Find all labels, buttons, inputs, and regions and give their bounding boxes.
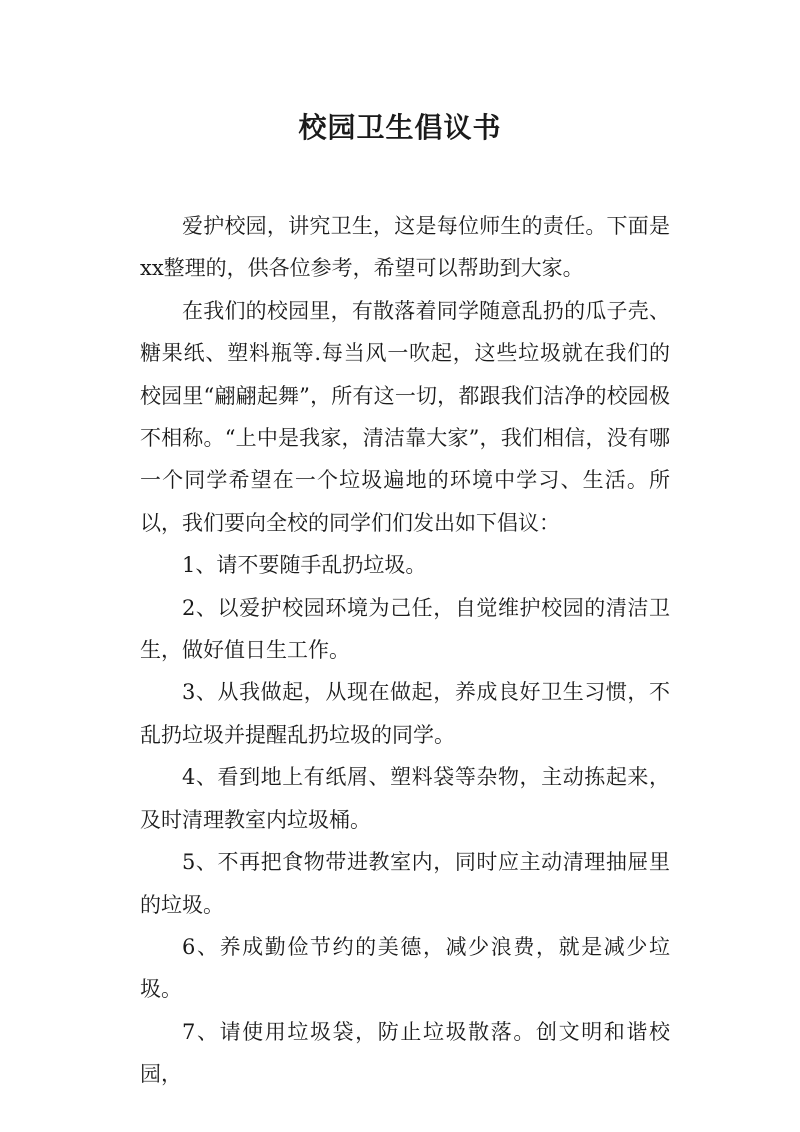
proposal-item-5: 5、不再把食物带进教室内，同时应主动清理抽屉里的垃圾。 [140, 850, 670, 917]
document-title: 校园卫生倡议书 [298, 111, 502, 144]
paragraph-context: 在我们的校园里，有散落着同学随意乱扔的瓜子壳、糖果纸、塑料瓶等.每当风一吹起，这些垃圾就在我们的校园里“翩翩起舞”，所有这一切，都跟我们洁净的校园极不相称。“上中是我家，清洁靠大家”，我们相信，没有哪一个同学希望在一个垃圾遍地的环境中学习、生活。所以，我们要向全校的同学们们发出如下倡议： [140, 298, 670, 535]
document-body [140, 205, 670, 1096]
proposal-item-4: 4、看到地上有纸屑、塑料袋等杂物，主动拣起来，及时清理教室内垃圾桶。 [140, 765, 670, 832]
proposal-item-3: 3、从我做起，从现在做起，养成良好卫生习惯，不乱扔垃圾并提醒乱扔垃圾的同学。 [140, 680, 670, 747]
paragraph-intro: 爱护校园，讲究卫生，这是每位师生的责任。下面是xx整理的，供各位参考，希望可以帮助到大家。 [140, 214, 670, 281]
proposal-item-2: 2、以爱护校园环境为己任，自觉维护校园的清洁卫生，做好值日生工作。 [140, 595, 670, 663]
proposal-item-1: 1、请不要随手乱扔垃圾。 [182, 553, 427, 578]
proposal-item-6: 6、养成勤俭节约的美德，减少浪费，就是减少垃圾。 [140, 934, 670, 1002]
proposal-item-7: 7、请使用垃圾袋，防止垃圾散落。创文明和谐校园， [140, 1019, 670, 1087]
